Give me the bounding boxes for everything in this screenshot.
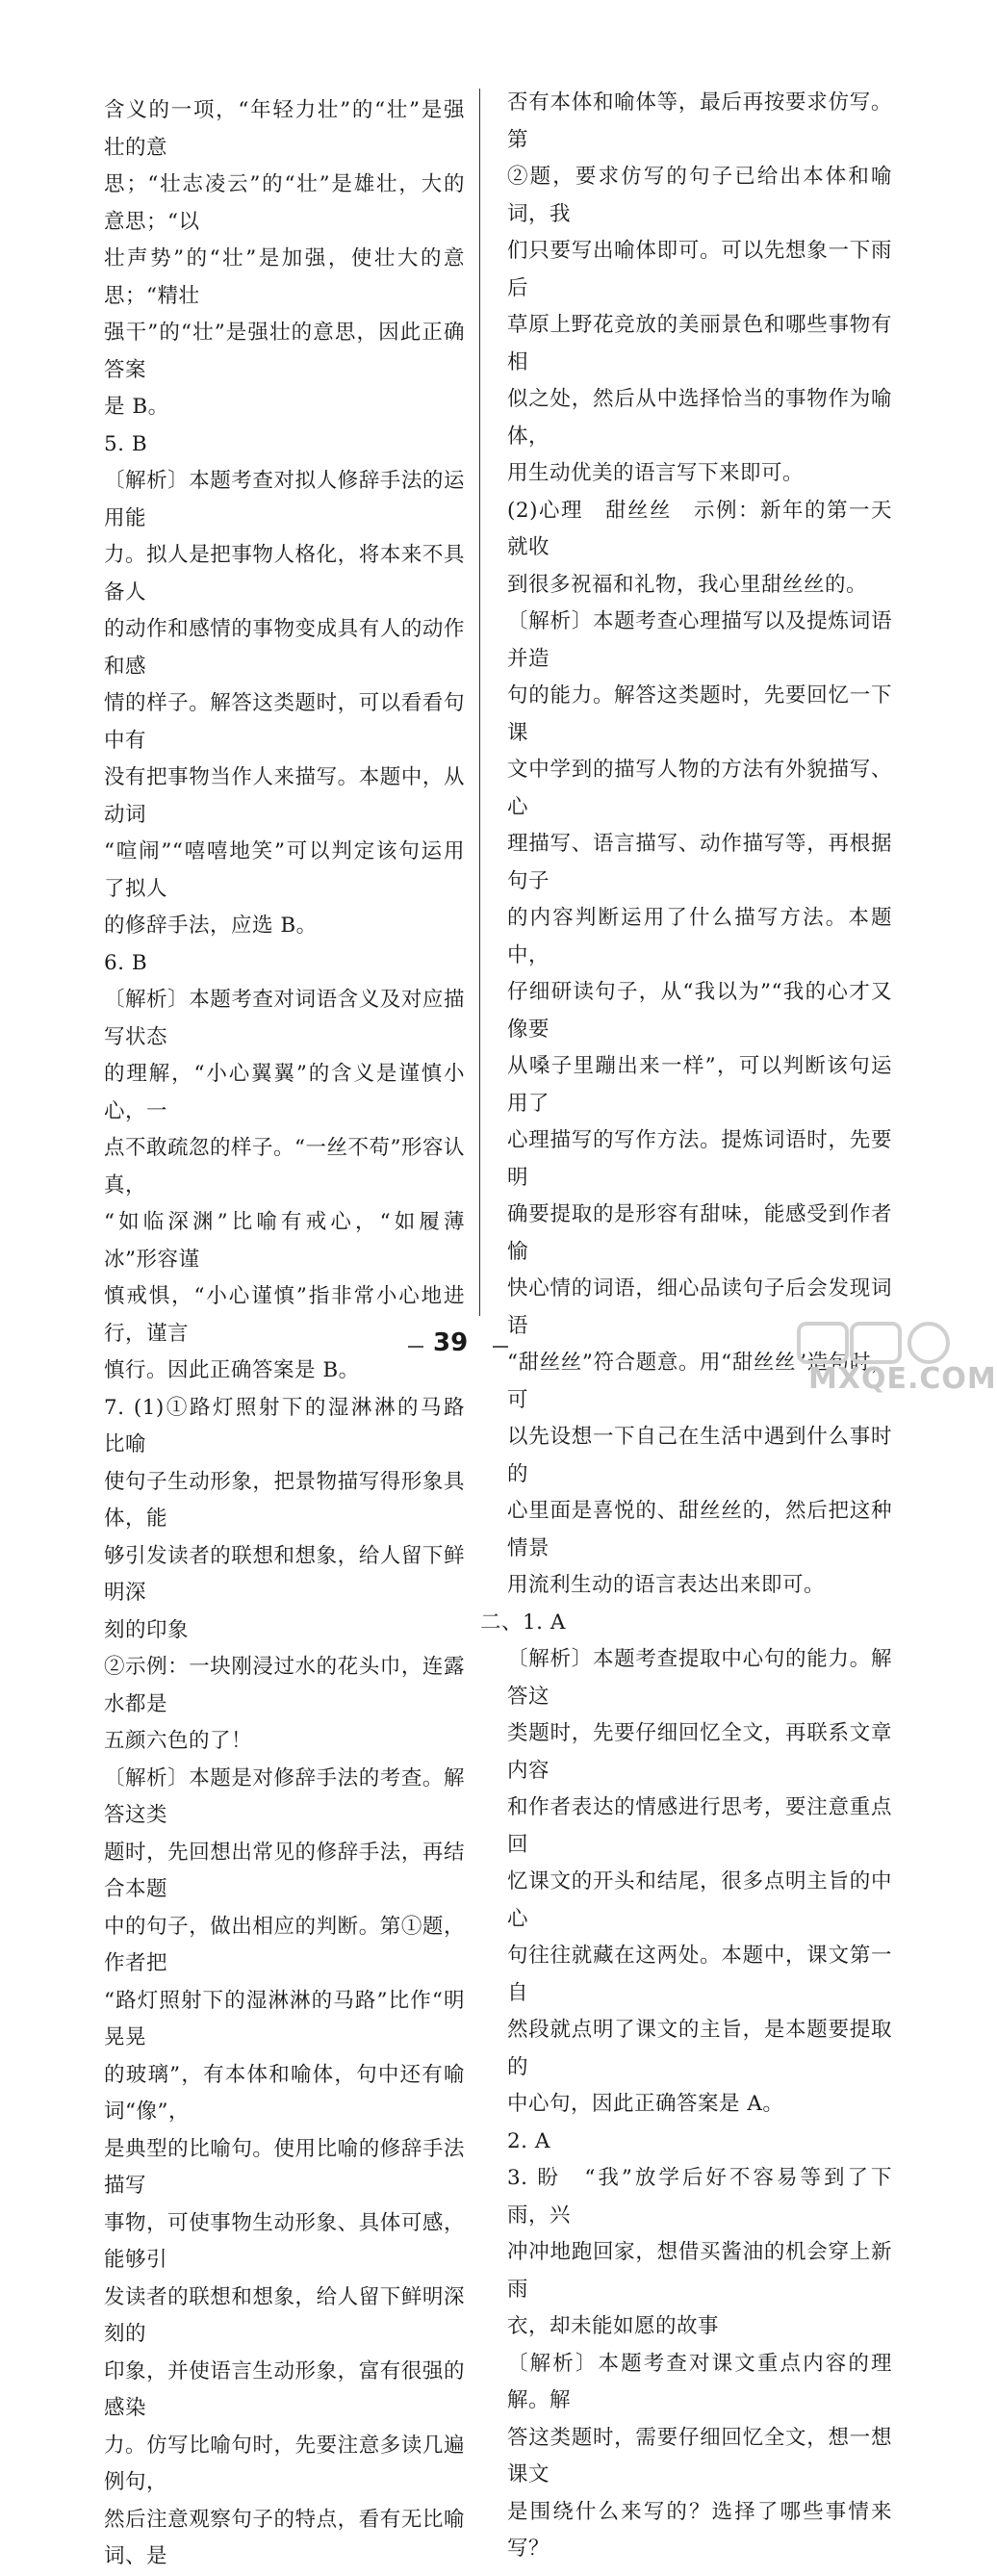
text-line: 没有把事物当作人来描写。本题中，从动词 [104, 765, 465, 827]
text-line: 到很多祝福和礼物，我心里甜丝丝的。 [507, 572, 868, 597]
page-number-dash-right [493, 1346, 508, 1348]
text-line: 3. 盼 “我”放学后好不容易等到了下雨，兴 [507, 2166, 892, 2228]
text-line: 忆课文的开头和结尾，很多点明主旨的中心 [507, 1869, 892, 1931]
text-line: 中的句子，做出相应的判断。第①题，作者把 [104, 1914, 465, 1975]
text-line: 快心情的词语，细心品读句子后会发现词语 [507, 1276, 892, 1338]
column-divider [479, 89, 480, 1316]
text-line: “甜丝丝”符合题意。用“甜丝丝”造句时，可 [507, 1351, 892, 1412]
text-line: “路灯照射下的湿淋淋的马路”比作“明晃晃 [104, 1988, 465, 2049]
text-line: 力。仿写比喻句时，先要注意多读几遍例句， [104, 2433, 465, 2494]
text-line: ②题，要求仿写的句子已给出本体和喻词，我 [507, 165, 892, 226]
text-line: 情的样子。解答这类题时，可以看看句中有 [104, 691, 465, 753]
text-line: 心理描写的写作方法。提炼词语时，先要明 [507, 1128, 892, 1190]
text-line: 然后注意观察句子的特点，看有无比喻词、是 [104, 2507, 465, 2568]
text-line: 五颜六色的了！ [104, 1729, 253, 1753]
text-line: 〔解析〕本题考查对拟人修辞手法的运用能 [104, 469, 465, 530]
text-line: 〔解析〕本题考查对词语含义及对应描写状态 [104, 988, 465, 1049]
text-line: 7. (1)①路灯照射下的湿淋淋的马路 比喻 [104, 1395, 487, 1456]
text-line: 刻的印象 [104, 1617, 190, 1642]
text-line: 是典型的比喻句。使用比喻的修辞手法描写 [104, 2136, 465, 2198]
answer-number: 5. B [104, 431, 148, 456]
text-line: 〔解析〕本题是对修辞手法的考查。解答这类 [104, 1765, 465, 1827]
text-line: 印象，并使语言生动形象，富有很强的感染 [104, 2358, 465, 2420]
text-line: 题时，先回想出常见的修辞手法，再结合本题 [104, 1840, 465, 1901]
text-line: 点不敢疏忽的样子。“一丝不苟”形容认真， [104, 1136, 465, 1198]
page-number: 39 [433, 1328, 469, 1357]
text-line: 草原上野花竞放的美丽景色和哪些事物有相 [507, 313, 892, 374]
text-line: 理描写、语言描写、动作描写等，再根据句子 [507, 832, 892, 893]
text-line: 句的能力。解答这类题时，先要回忆一下课 [507, 683, 892, 745]
text-line: 使句子生动形象，把景物描写得形象具体，能 [104, 1469, 465, 1531]
text-line: 的玻璃”，有本体和喻体，句中还有喻词“像”， [104, 2062, 465, 2124]
text-line: 仔细研读句子，从“我以为”“我的心才又像要 [507, 980, 892, 1042]
text-line: 强干”的“壮”是强壮的意思，因此正确答案 [104, 321, 465, 382]
text-line: 的理解，“小心翼翼”的含义是谨慎小心，一 [104, 1062, 465, 1123]
text-line: 以先设想一下自己在生活中遇到什么事时的 [507, 1425, 892, 1486]
text-line: “如临深渊”比喻有戒心，“如履薄冰”形容谨 [104, 1210, 465, 1272]
answer-number: 2. A [507, 2128, 550, 2153]
text-line: 文中学到的描写人物的方法有外貌描写、心 [507, 758, 892, 819]
text-line: 事物，可使事物生动形象、具体可感，能够引 [104, 2210, 465, 2272]
text-line: 发读者的联想和想象，给人留下鲜明深刻的 [104, 2284, 465, 2346]
text-line: 衣，却未能如愿的故事 [507, 2314, 720, 2338]
text-line: 思；“壮志凌云”的“壮”是雄壮，大的意思；“以 [104, 172, 465, 234]
watermark-text: MXQE.COM [808, 1362, 997, 1396]
text-line: 〔解析〕本题考查对课文重点内容的理解。解 [507, 2351, 892, 2412]
text-line: “喧闹”“嘻嘻地笑”可以判定该句运用了拟人 [104, 839, 465, 901]
text-line: 够引发读者的联想和想象，给人留下鲜明深 [104, 1543, 465, 1605]
text-line: (2)心理 甜丝丝 示例：新年的第一天就收 [507, 498, 892, 559]
text-line: 否有本体和喻体等，最后再按要求仿写。第 [507, 90, 892, 152]
text-line: 和作者表达的情感进行思考，要注意重点回 [507, 1795, 892, 1857]
text-line: 从嗓子里蹦出来一样”，可以判断该句运用了 [507, 1054, 892, 1116]
text-line: 力。拟人是把事物人格化，将本来不具备人 [104, 543, 465, 605]
text-line: 的动作和感情的事物变成具有人的动作和感 [104, 617, 465, 679]
text-line: 似之处，然后从中选择恰当的事物作为喻体， [507, 387, 892, 449]
answer-number: 6. B [104, 950, 148, 975]
text-line: 慎行。因此正确答案是 B。 [104, 1358, 360, 1382]
section-heading: 二、1. A [480, 1610, 566, 1635]
text-line: 类题时，先要仔细回忆全文，再联系文章内容 [507, 1721, 892, 1783]
text-line: 中心句，因此正确答案是 A。 [507, 2092, 784, 2116]
text-line: ②示例：一块刚浸过水的花头巾，连露水都是 [104, 1655, 465, 1716]
text-line: 用流利生动的语言表达出来即可。 [507, 1573, 826, 1597]
text-line: 〔解析〕本题考查心理描写以及提炼词语并造 [507, 609, 892, 671]
page-number-dash-left [408, 1346, 423, 1348]
text-line: 心里面是喜悦的、甜丝丝的，然后把这种情景 [507, 1499, 892, 1560]
text-line: 确要提取的是形容有甜味，能感受到作者愉 [507, 1202, 892, 1264]
text-line: 用生动优美的语言写下来即可。 [507, 461, 805, 485]
text-line: 冲冲地跑回家，想借买酱油的机会穿上新雨 [507, 2240, 892, 2302]
text-line: 慎戒惧，“小心谨慎”指非常小心地进行，谨言 [104, 1284, 465, 1346]
text-line: 是围绕什么来写的？选择了哪些事情来写？ [507, 2499, 892, 2561]
left-column [104, 92, 487, 2576]
text-line: 壮声势”的“壮”是加强，使壮大的意思；“精壮 [104, 246, 465, 308]
text-line: 们只要写出喻体即可。可以先想象一下雨后 [507, 239, 892, 300]
text-line: 然段就点明了课文的主旨，是本题要提取的 [507, 2018, 892, 2079]
text-line: 答这类题时，需要仔细回忆全文，想一想课文 [507, 2425, 892, 2486]
text-line: 含义的一项，“年轻力壮”的“壮”是强壮的意 [104, 98, 465, 160]
text-line: 的内容判断运用了什么描写方法。本题中， [507, 906, 892, 967]
text-line: 句往往就藏在这两处。本题中，课文第一自 [507, 1944, 892, 2005]
text-line: 的修辞手法，应选 B。 [104, 914, 318, 938]
text-line: 是 B。 [104, 395, 169, 419]
text-line: 〔解析〕本题考查提取中心句的能力。解答这 [507, 1647, 892, 1709]
